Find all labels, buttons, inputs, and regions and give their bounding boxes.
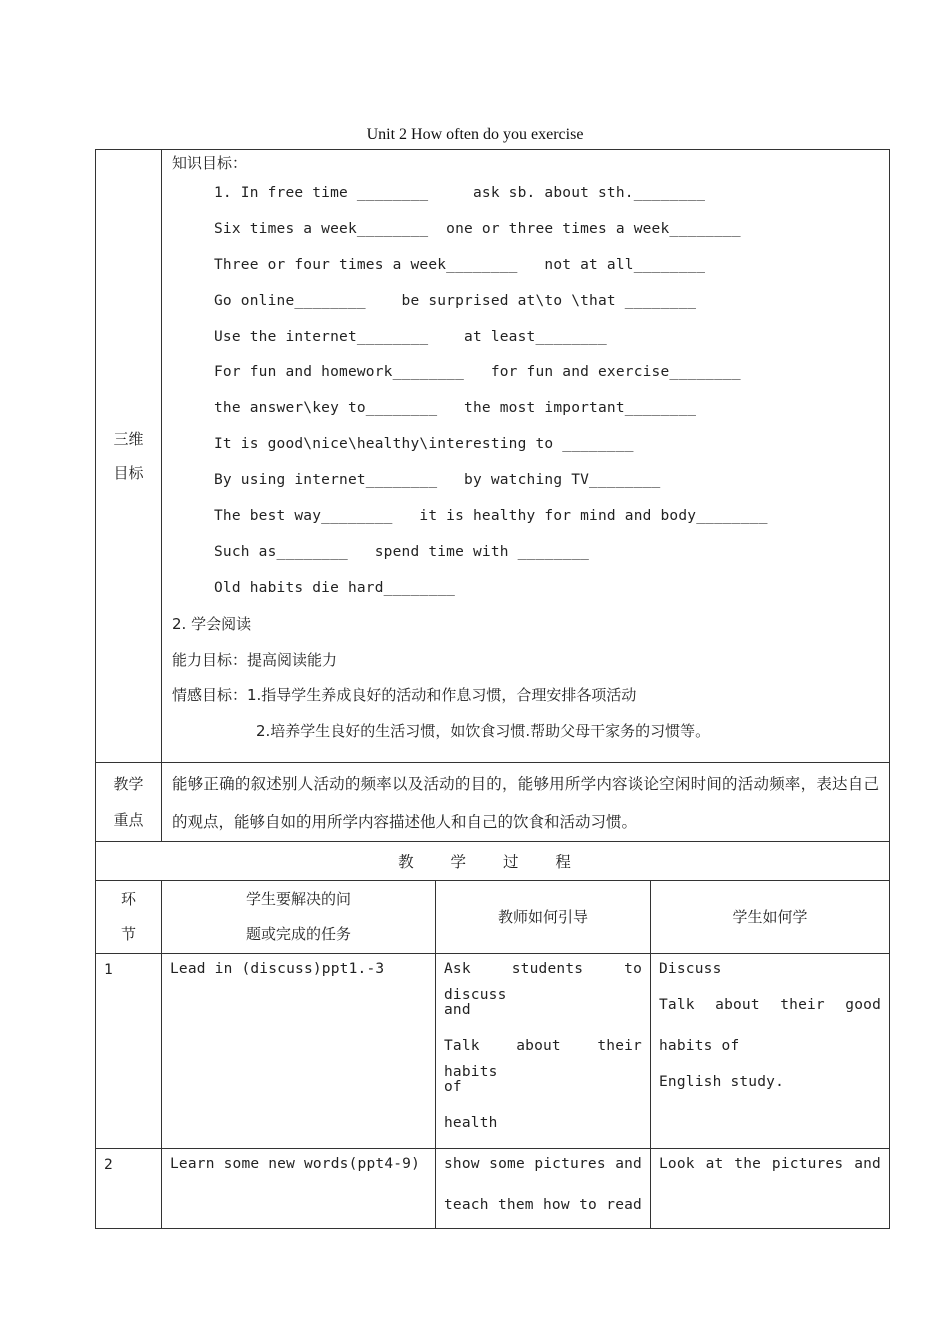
phrase-line: 1. In free time ________ ask sb. about sth.________ [214,185,706,201]
task-header: 学生要解决的问 题或完成的任务 [162,881,436,954]
process-heading-row [96,842,890,881]
teacher-header: 教师如何引导 [436,881,651,954]
phrase-line: Three or four times a week________ not at all________ [214,256,706,273]
goals-label: 三维 目标 [96,150,162,763]
stage-number: 2 [96,1149,162,1229]
task-cell: Learn some new words(ppt4-9) [162,1149,436,1229]
teacher-cell: show some pictures and teach them how to read [436,1149,651,1229]
table-row [96,1149,890,1229]
phrase-line: Old habits die hard________ [214,579,456,596]
phrase-line: Six times a week________ one or three times a week________ [214,220,741,237]
student-header: 学生如何学 [651,881,890,954]
student-cell: Discuss Talk about their good habits of English study. [651,954,890,1149]
emotion-goal-2: 2.培养学生良好的生活习惯，如饮食习惯.帮助父母干家务的习惯等。 [256,722,711,741]
phrase-line: By using internet________ by watching TV________ [214,472,661,489]
document-title: Unit 2 How often do you exercise [366,126,584,143]
phrase-line: Use the internet________ at least________ [214,328,607,345]
goals-row [96,150,890,763]
reading-item: 2. 学会阅读 [172,614,252,633]
stage-number: 1 [96,954,162,1149]
focus-label: 教学 重点 [96,763,162,842]
task-cell: Lead in (discuss)ppt1.-3 [162,954,436,1149]
process-heading: 教 学 过 程 [96,842,890,881]
phrase-line: Go online________ be surprised at\to \that ________ [214,292,697,309]
ability-goal: 能力目标：提高阅读能力 [172,650,338,669]
phrase-line: For fun and homework________ for fun and exercise________ [214,364,741,381]
phrase-line: the answer\key to________ the most important________ [214,400,697,417]
knowledge-heading: 知识目标： [172,154,248,172]
teacher-cell: Ask students to discuss and Talk about their habits of health [436,954,651,1149]
stage-header: 环 节 [96,881,162,954]
phrase-line: It is good\nice\healthy\interesting to ________ [214,436,634,453]
focus-text: 能够正确的叙述别人活动的频率以及活动的目的，能够用所学内容谈论空闲时间的活动频率，表达自己的观点，能够自如的用所学内容描述他人和自己的饮食和活动习惯。 [162,763,890,842]
phrase-line: The best way________ it is healthy for mind and body________ [214,508,768,525]
phrase-line: Such as________ spend time with ________ [214,543,590,560]
table-row [96,954,890,1149]
column-header-row [96,881,890,954]
lesson-plan-table [95,149,890,1229]
goals-content [162,150,890,763]
student-cell: Look at the pictures and [651,1149,890,1229]
focus-row [96,763,890,842]
emotion-goal-1: 情感目标：1.指导学生养成良好的活动和作息习惯，合理安排各项活动 [172,686,637,705]
